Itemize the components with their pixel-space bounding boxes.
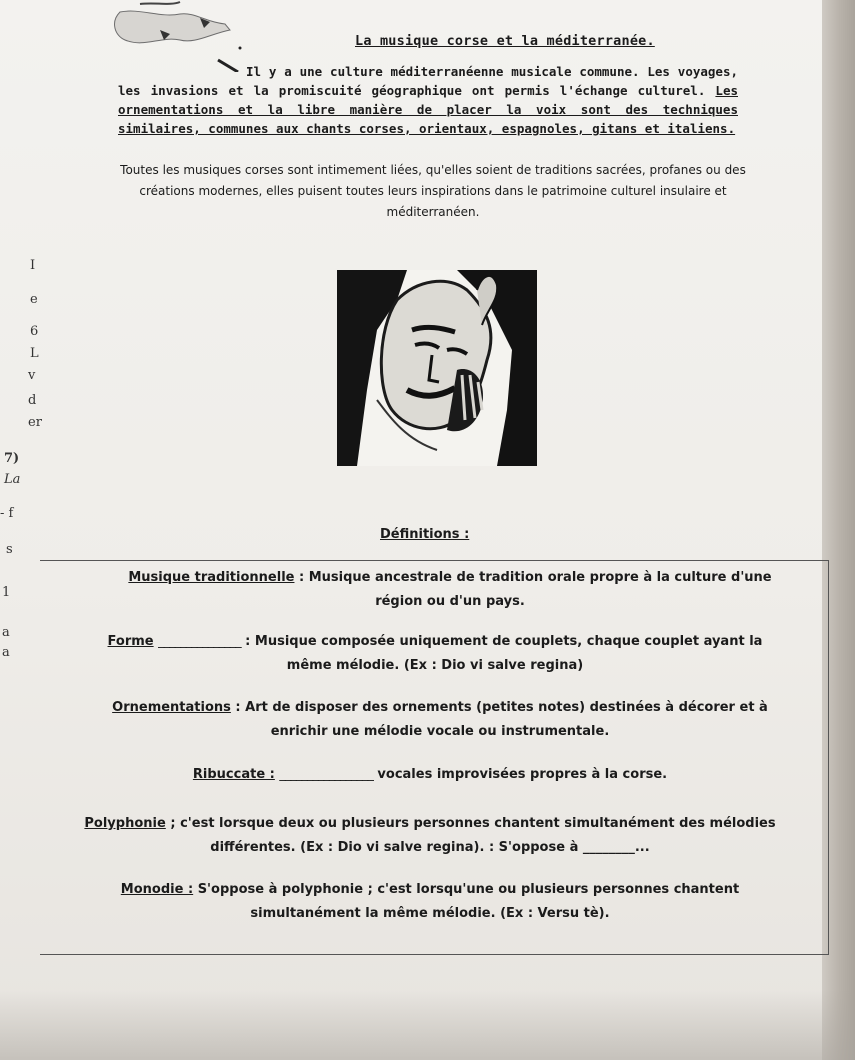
definition-item — [140, 763, 720, 787]
definition-text: Art de disposer des ornements (petites notes) destinées à décorer et à enrichir une mélodie vocale ou instrumentale. — [245, 700, 768, 739]
cut-margin-text — [0, 250, 40, 720]
definition-term: Ribuccate : — [192, 767, 275, 782]
margin-fragment: v — [28, 368, 36, 383]
fill-in-blank: _______________ — [158, 634, 241, 649]
intro-text: Il y a une culture méditerranéenne musicale commune. Les voyages, les invasions et la promiscuité géographique ont permis l'échange culturel. — [118, 64, 738, 98]
definition-item — [80, 878, 780, 926]
definition-item: Musique traditionnelle : Musique ancestrale de tradition orale propre à la culture d'une région ou d'un pays. — [128, 570, 772, 609]
fill-in-blank: _________________ — [279, 767, 373, 782]
intro-underlined-text: Les ornementations et la libre manière de placer la voix sont des techniques similaires, communes aux chants corses, orientaux, espagnoles, gitans et italiens. — [118, 83, 738, 136]
definition-term: Polyphonie — [84, 816, 166, 831]
margin-fragment: d — [28, 393, 37, 408]
margin-fragment: I — [30, 258, 36, 273]
definition-text: Musique ancestrale de tradition orale propre à la culture d'une région ou d'un pays. — [308, 570, 772, 609]
intro-paragraph — [118, 62, 738, 138]
definition-item: Ornementations : Art de disposer des ornements (petites notes) destinées à décorer et à enrichir une mélodie vocale ou instrumentale. — [112, 700, 768, 739]
definition-text: : Musique composée uniquement de couplets, chaque couplet ayant la même mélodie. (Ex : Dio vi salve regina) — [240, 634, 763, 673]
margin-fragment: La — [4, 472, 21, 487]
margin-fragment: 1 — [2, 585, 11, 600]
definitions-heading: Définitions : — [380, 527, 470, 542]
definition-term: Ornementations — [112, 700, 231, 715]
definition-item: Polyphonie ; c'est lorsque deux ou plusieurs personnes chantent simultanément des mélodies différentes. (Ex : Dio vi salve regina). : S'oppose à ________... — [84, 816, 776, 855]
margin-fragment: 6 — [30, 324, 39, 339]
definition-term: Forme — [107, 634, 154, 649]
definition-term: Musique traditionnelle — [128, 570, 295, 585]
definition-item — [90, 630, 780, 678]
portrait-image — [337, 270, 537, 466]
margin-fragment: e — [30, 292, 38, 307]
second-paragraph: Toutes les musiques corses sont intimement liées, qu'elles soient de traditions sacrées, profanes ou des créations modernes, elles puisent toutes leurs inspirations dans le patrimoine culturel insulaire et méditerranéen. — [120, 163, 746, 219]
definition-term: Monodie : — [120, 882, 194, 897]
margin-fragment: - f — [0, 506, 14, 521]
margin-fragment: 7) — [4, 451, 20, 466]
page-title: La musique corse et la méditerranée. — [355, 33, 655, 49]
margin-fragment: er — [28, 415, 42, 430]
margin-fragment: a — [2, 625, 10, 640]
definition-text: vocales improvisées propres à la corse. — [372, 767, 668, 782]
margin-fragment: s — [6, 542, 13, 557]
definition-text: c'est lorsque deux ou plusieurs personnes chantent simultanément des mélodies différentes. (Ex : Dio vi salve regina). : S'oppose à ________... — [180, 816, 776, 855]
definition-text: S'oppose à polyphonie ; c'est lorsqu'une ou plusieurs personnes chantent simultanément la même mélodie. (Ex : Versu tè). — [197, 882, 740, 921]
margin-fragment: a — [2, 645, 10, 660]
page-shadow — [0, 990, 855, 1060]
margin-fragment: L — [30, 346, 39, 361]
